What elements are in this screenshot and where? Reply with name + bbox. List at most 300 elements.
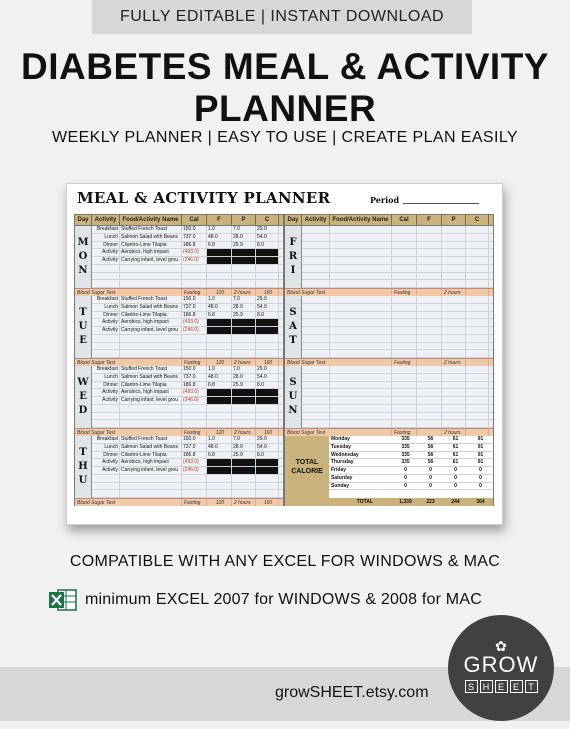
- entry-fat[interactable]: [417, 420, 442, 427]
- entry-protein[interactable]: [232, 257, 256, 264]
- entry-fat[interactable]: [417, 350, 442, 357]
- entry-protein[interactable]: [442, 242, 466, 249]
- entry-protein[interactable]: [232, 265, 256, 272]
- entry-carb[interactable]: [466, 382, 489, 389]
- entry-food[interactable]: [330, 273, 392, 280]
- entry-cal[interactable]: [392, 374, 417, 381]
- entry-fat[interactable]: [207, 319, 232, 326]
- entry-activity[interactable]: [92, 350, 120, 357]
- entry-cal[interactable]: [392, 389, 417, 396]
- entry-carb[interactable]: [256, 459, 279, 466]
- entry-protein[interactable]: 7.0: [232, 226, 256, 233]
- entry-activity[interactable]: Lunch: [92, 234, 120, 241]
- entry-fat[interactable]: [417, 265, 442, 272]
- entry-protein[interactable]: [442, 382, 466, 389]
- entry-activity[interactable]: [92, 273, 120, 280]
- entry-activity[interactable]: [302, 242, 330, 249]
- entry-carb[interactable]: [256, 483, 279, 490]
- entry-carb[interactable]: [466, 374, 489, 381]
- entry-fat[interactable]: [207, 490, 232, 497]
- entry-fat[interactable]: [207, 475, 232, 482]
- entry-carb[interactable]: [256, 257, 279, 264]
- entry-food[interactable]: [330, 226, 392, 233]
- entry-carb[interactable]: [256, 389, 279, 396]
- two-hours-value[interactable]: [466, 359, 489, 366]
- entry-activity[interactable]: [302, 249, 330, 256]
- entry-fat[interactable]: [417, 343, 442, 350]
- entry-activity[interactable]: [302, 374, 330, 381]
- entry-protein[interactable]: [442, 335, 466, 342]
- entry-fat[interactable]: 1.0: [207, 296, 232, 303]
- entry-activity[interactable]: [302, 304, 330, 311]
- entry-carb[interactable]: [466, 327, 489, 334]
- entry-carb[interactable]: [466, 405, 489, 412]
- entry-protein[interactable]: [442, 296, 466, 303]
- entry-fat[interactable]: [417, 374, 442, 381]
- entry-activity[interactable]: [302, 257, 330, 264]
- entry-activity[interactable]: [302, 413, 330, 420]
- entry-food[interactable]: [330, 374, 392, 381]
- entry-cal[interactable]: 737.0: [182, 444, 207, 451]
- entry-fat[interactable]: [417, 413, 442, 420]
- entry-food[interactable]: Cilantro-Lime Tilapia: [120, 382, 182, 389]
- entry-fat[interactable]: [417, 304, 442, 311]
- two-hours-value[interactable]: 160: [256, 359, 279, 366]
- entry-activity[interactable]: [302, 366, 330, 373]
- entry-food[interactable]: [330, 312, 392, 319]
- entry-food[interactable]: [330, 382, 392, 389]
- entry-fat[interactable]: [417, 296, 442, 303]
- entry-carb[interactable]: [256, 280, 279, 287]
- entry-carb[interactable]: 8.0: [256, 382, 279, 389]
- entry-cal[interactable]: [392, 257, 417, 264]
- entry-activity[interactable]: [302, 343, 330, 350]
- entry-fat[interactable]: 6.8: [207, 452, 232, 459]
- entry-food[interactable]: [330, 257, 392, 264]
- entry-food[interactable]: [120, 475, 182, 482]
- entry-protein[interactable]: [232, 273, 256, 280]
- entry-protein[interactable]: [232, 397, 256, 404]
- entry-activity[interactable]: Activity: [92, 249, 120, 256]
- entry-activity[interactable]: Dinner: [92, 452, 120, 459]
- entry-carb[interactable]: 54.0: [256, 444, 279, 451]
- entry-food[interactable]: Stuffed French Toast: [120, 296, 182, 303]
- entry-fat[interactable]: [417, 382, 442, 389]
- entry-fat[interactable]: [207, 483, 232, 490]
- entry-food[interactable]: [330, 296, 392, 303]
- entry-protein[interactable]: [232, 319, 256, 326]
- entry-food[interactable]: Salmon Salad with Beans: [120, 374, 182, 381]
- entry-activity[interactable]: Breakfast: [92, 436, 120, 443]
- entry-activity[interactable]: [92, 483, 120, 490]
- entry-protein[interactable]: [442, 249, 466, 256]
- entry-activity[interactable]: Dinner: [92, 312, 120, 319]
- entry-activity[interactable]: [302, 296, 330, 303]
- entry-cal[interactable]: [392, 405, 417, 412]
- two-hours-value[interactable]: 160: [256, 429, 279, 436]
- entry-cal[interactable]: [392, 226, 417, 233]
- two-hours-value[interactable]: [466, 429, 489, 436]
- entry-cal[interactable]: [392, 312, 417, 319]
- entry-protein[interactable]: [442, 405, 466, 412]
- entry-carb[interactable]: [256, 265, 279, 272]
- entry-food[interactable]: Cilantro-Lime Tilapia: [120, 312, 182, 319]
- entry-food[interactable]: Aerobics, high impact: [120, 319, 182, 326]
- entry-fat[interactable]: [207, 335, 232, 342]
- entry-protein[interactable]: [442, 265, 466, 272]
- entry-cal[interactable]: (246.0): [182, 257, 207, 264]
- entry-cal[interactable]: 150.0: [182, 436, 207, 443]
- entry-food[interactable]: [330, 234, 392, 241]
- entry-protein[interactable]: [442, 343, 466, 350]
- entry-fat[interactable]: [417, 319, 442, 326]
- entry-protein[interactable]: [442, 366, 466, 373]
- entry-carb[interactable]: [466, 242, 489, 249]
- entry-carb[interactable]: [466, 413, 489, 420]
- entry-carb[interactable]: 8.0: [256, 452, 279, 459]
- entry-activity[interactable]: [92, 343, 120, 350]
- entry-protein[interactable]: 28.0: [232, 234, 256, 241]
- entry-fat[interactable]: [207, 327, 232, 334]
- entry-food[interactable]: [120, 350, 182, 357]
- entry-carb[interactable]: [256, 327, 279, 334]
- entry-carb[interactable]: [466, 257, 489, 264]
- entry-carb[interactable]: [256, 413, 279, 420]
- entry-food[interactable]: [330, 397, 392, 404]
- entry-carb[interactable]: [256, 273, 279, 280]
- entry-protein[interactable]: [232, 405, 256, 412]
- entry-fat[interactable]: 1.0: [207, 436, 232, 443]
- entry-food[interactable]: [120, 343, 182, 350]
- entry-activity[interactable]: [92, 335, 120, 342]
- entry-food[interactable]: Stuffed French Toast: [120, 226, 182, 233]
- entry-cal[interactable]: (246.0): [182, 397, 207, 404]
- entry-activity[interactable]: Lunch: [92, 304, 120, 311]
- entry-cal[interactable]: [392, 335, 417, 342]
- entry-carb[interactable]: 54.0: [256, 374, 279, 381]
- entry-cal[interactable]: [392, 273, 417, 280]
- entry-protein[interactable]: 25.9: [232, 242, 256, 249]
- entry-cal[interactable]: 186.8: [182, 452, 207, 459]
- entry-protein[interactable]: [232, 420, 256, 427]
- entry-carb[interactable]: [256, 343, 279, 350]
- entry-cal[interactable]: [392, 249, 417, 256]
- entry-food[interactable]: Carrying infant, level grou: [120, 327, 182, 334]
- entry-carb[interactable]: [466, 335, 489, 342]
- entry-activity[interactable]: Breakfast: [92, 366, 120, 373]
- entry-fat[interactable]: [207, 273, 232, 280]
- entry-activity[interactable]: [302, 273, 330, 280]
- entry-carb[interactable]: [466, 319, 489, 326]
- entry-carb[interactable]: [256, 350, 279, 357]
- entry-cal[interactable]: (493.0): [182, 459, 207, 466]
- entry-fat[interactable]: 1.0: [207, 366, 232, 373]
- entry-cal[interactable]: 737.0: [182, 234, 207, 241]
- entry-fat[interactable]: 48.0: [207, 234, 232, 241]
- entry-protein[interactable]: [232, 459, 256, 466]
- entry-activity[interactable]: Activity: [92, 389, 120, 396]
- entry-fat[interactable]: [207, 257, 232, 264]
- fasting-value[interactable]: 120: [207, 429, 232, 436]
- entry-carb[interactable]: [466, 265, 489, 272]
- entry-carb[interactable]: [466, 249, 489, 256]
- entry-protein[interactable]: [442, 350, 466, 357]
- entry-food[interactable]: Carrying infant, level grou: [120, 257, 182, 264]
- entry-cal[interactable]: 186.8: [182, 242, 207, 249]
- entry-cal[interactable]: [392, 234, 417, 241]
- entry-protein[interactable]: [232, 475, 256, 482]
- entry-protein[interactable]: [232, 249, 256, 256]
- entry-carb[interactable]: [466, 234, 489, 241]
- entry-protein[interactable]: 28.0: [232, 304, 256, 311]
- entry-fat[interactable]: [417, 389, 442, 396]
- entry-food[interactable]: Stuffed French Toast: [120, 436, 182, 443]
- entry-protein[interactable]: [232, 350, 256, 357]
- entry-protein[interactable]: 25.9: [232, 382, 256, 389]
- entry-activity[interactable]: Dinner: [92, 242, 120, 249]
- entry-activity[interactable]: Breakfast: [92, 296, 120, 303]
- entry-food[interactable]: [330, 405, 392, 412]
- entry-food[interactable]: [120, 405, 182, 412]
- entry-cal[interactable]: [182, 350, 207, 357]
- entry-protein[interactable]: [232, 343, 256, 350]
- entry-fat[interactable]: [417, 327, 442, 334]
- two-hours-value[interactable]: 160: [256, 289, 279, 296]
- entry-activity[interactable]: Lunch: [92, 444, 120, 451]
- entry-activity[interactable]: [92, 420, 120, 427]
- entry-activity[interactable]: Dinner: [92, 382, 120, 389]
- entry-cal[interactable]: [392, 350, 417, 357]
- entry-cal[interactable]: [392, 366, 417, 373]
- entry-cal[interactable]: 150.0: [182, 366, 207, 373]
- entry-fat[interactable]: [207, 343, 232, 350]
- entry-food[interactable]: [330, 413, 392, 420]
- entry-activity[interactable]: [302, 420, 330, 427]
- entry-activity[interactable]: [302, 265, 330, 272]
- entry-carb[interactable]: [466, 397, 489, 404]
- entry-carb[interactable]: [256, 397, 279, 404]
- entry-cal[interactable]: [182, 475, 207, 482]
- entry-food[interactable]: [120, 490, 182, 497]
- entry-activity[interactable]: [92, 475, 120, 482]
- entry-activity[interactable]: [92, 265, 120, 272]
- entry-protein[interactable]: [442, 389, 466, 396]
- fasting-value[interactable]: [417, 429, 442, 436]
- entry-fat[interactable]: [417, 257, 442, 264]
- entry-food[interactable]: [120, 420, 182, 427]
- entry-fat[interactable]: [207, 280, 232, 287]
- entry-carb[interactable]: 54.0: [256, 234, 279, 241]
- entry-food[interactable]: [120, 265, 182, 272]
- entry-fat[interactable]: [207, 397, 232, 404]
- entry-fat[interactable]: [207, 350, 232, 357]
- entry-fat[interactable]: [417, 273, 442, 280]
- entry-cal[interactable]: [182, 483, 207, 490]
- entry-fat[interactable]: [417, 242, 442, 249]
- entry-food[interactable]: [330, 327, 392, 334]
- entry-protein[interactable]: 7.0: [232, 436, 256, 443]
- entry-carb[interactable]: [466, 350, 489, 357]
- fasting-value[interactable]: 120: [207, 359, 232, 366]
- entry-protein[interactable]: [232, 467, 256, 474]
- entry-cal[interactable]: [392, 280, 417, 287]
- entry-carb[interactable]: [256, 249, 279, 256]
- entry-fat[interactable]: [417, 405, 442, 412]
- entry-carb[interactable]: [466, 389, 489, 396]
- entry-cal[interactable]: [392, 327, 417, 334]
- entry-activity[interactable]: [302, 319, 330, 326]
- entry-food[interactable]: Carrying infant, level grou: [120, 397, 182, 404]
- entry-food[interactable]: Cilantro-Lime Tilapia: [120, 242, 182, 249]
- entry-cal[interactable]: [392, 397, 417, 404]
- entry-food[interactable]: Carrying infant, level grou: [120, 467, 182, 474]
- entry-food[interactable]: [120, 273, 182, 280]
- entry-activity[interactable]: [92, 413, 120, 420]
- entry-fat[interactable]: [417, 335, 442, 342]
- entry-food[interactable]: [330, 280, 392, 287]
- entry-fat[interactable]: [207, 249, 232, 256]
- entry-protein[interactable]: [442, 226, 466, 233]
- entry-cal[interactable]: [182, 335, 207, 342]
- entry-cal[interactable]: [182, 273, 207, 280]
- entry-cal[interactable]: [392, 265, 417, 272]
- entry-protein[interactable]: [442, 304, 466, 311]
- entry-protein[interactable]: [232, 490, 256, 497]
- entry-cal[interactable]: [182, 490, 207, 497]
- entry-activity[interactable]: [302, 389, 330, 396]
- entry-protein[interactable]: [232, 335, 256, 342]
- entry-carb[interactable]: [256, 319, 279, 326]
- entry-protein[interactable]: [232, 327, 256, 334]
- entry-protein[interactable]: [442, 413, 466, 420]
- entry-protein[interactable]: [442, 319, 466, 326]
- entry-protein[interactable]: [442, 397, 466, 404]
- entry-carb[interactable]: [466, 226, 489, 233]
- entry-protein[interactable]: 7.0: [232, 366, 256, 373]
- entry-protein[interactable]: [232, 413, 256, 420]
- entry-protein[interactable]: [442, 234, 466, 241]
- entry-cal[interactable]: 737.0: [182, 304, 207, 311]
- entry-carb[interactable]: [466, 420, 489, 427]
- entry-cal[interactable]: [392, 242, 417, 249]
- entry-cal[interactable]: [392, 304, 417, 311]
- entry-fat[interactable]: [417, 234, 442, 241]
- entry-cal[interactable]: (246.0): [182, 467, 207, 474]
- entry-carb[interactable]: 29.0: [256, 296, 279, 303]
- entry-activity[interactable]: [302, 397, 330, 404]
- entry-food[interactable]: [330, 366, 392, 373]
- entry-food[interactable]: [330, 249, 392, 256]
- entry-protein[interactable]: [442, 327, 466, 334]
- entry-cal[interactable]: (493.0): [182, 389, 207, 396]
- entry-protein[interactable]: 28.0: [232, 374, 256, 381]
- entry-cal[interactable]: [182, 280, 207, 287]
- etsy-link[interactable]: growSHEET.etsy.com: [275, 684, 429, 701]
- entry-carb[interactable]: [466, 280, 489, 287]
- entry-activity[interactable]: Activity: [92, 467, 120, 474]
- entry-cal[interactable]: (246.0): [182, 327, 207, 334]
- entry-fat[interactable]: [417, 366, 442, 373]
- entry-food[interactable]: Cilantro-Lime Tilapia: [120, 452, 182, 459]
- entry-food[interactable]: [330, 242, 392, 249]
- entry-fat[interactable]: [207, 467, 232, 474]
- entry-activity[interactable]: [302, 226, 330, 233]
- entry-cal[interactable]: 150.0: [182, 226, 207, 233]
- entry-activity[interactable]: Activity: [92, 319, 120, 326]
- entry-fat[interactable]: [207, 459, 232, 466]
- entry-carb[interactable]: 8.0: [256, 312, 279, 319]
- entry-protein[interactable]: [442, 374, 466, 381]
- entry-activity[interactable]: Activity: [92, 397, 120, 404]
- entry-carb[interactable]: 29.0: [256, 226, 279, 233]
- entry-food[interactable]: [120, 335, 182, 342]
- entry-protein[interactable]: 28.0: [232, 444, 256, 451]
- entry-cal[interactable]: [392, 343, 417, 350]
- entry-fat[interactable]: 6.8: [207, 312, 232, 319]
- entry-protein[interactable]: [442, 420, 466, 427]
- entry-food[interactable]: [330, 420, 392, 427]
- entry-protein[interactable]: [442, 257, 466, 264]
- entry-carb[interactable]: [256, 490, 279, 497]
- entry-cal[interactable]: [392, 382, 417, 389]
- entry-fat[interactable]: [417, 249, 442, 256]
- entry-cal[interactable]: [182, 343, 207, 350]
- entry-activity[interactable]: [92, 280, 120, 287]
- entry-food[interactable]: Salmon Salad with Beans: [120, 304, 182, 311]
- entry-carb[interactable]: [466, 304, 489, 311]
- entry-activity[interactable]: [302, 335, 330, 342]
- entry-activity[interactable]: Activity: [92, 459, 120, 466]
- entry-carb[interactable]: 29.0: [256, 436, 279, 443]
- entry-fat[interactable]: [207, 405, 232, 412]
- entry-activity[interactable]: [302, 350, 330, 357]
- entry-carb[interactable]: [466, 343, 489, 350]
- entry-food[interactable]: Aerobics, high impact: [120, 249, 182, 256]
- entry-fat[interactable]: 48.0: [207, 444, 232, 451]
- entry-activity[interactable]: [92, 490, 120, 497]
- entry-food[interactable]: [120, 413, 182, 420]
- entry-protein[interactable]: [442, 280, 466, 287]
- entry-fat[interactable]: 6.8: [207, 382, 232, 389]
- entry-fat[interactable]: [417, 226, 442, 233]
- entry-carb[interactable]: 54.0: [256, 304, 279, 311]
- entry-fat[interactable]: [207, 389, 232, 396]
- entry-carb[interactable]: 29.0: [256, 366, 279, 373]
- entry-cal[interactable]: (493.0): [182, 249, 207, 256]
- entry-food[interactable]: [330, 304, 392, 311]
- entry-food[interactable]: [330, 335, 392, 342]
- entry-food[interactable]: [120, 280, 182, 287]
- two-hours-value[interactable]: [466, 289, 489, 296]
- entry-fat[interactable]: [207, 265, 232, 272]
- entry-cal[interactable]: 186.8: [182, 382, 207, 389]
- entry-activity[interactable]: [302, 234, 330, 241]
- entry-activity[interactable]: [302, 280, 330, 287]
- entry-food[interactable]: [330, 389, 392, 396]
- entry-food[interactable]: Salmon Salad with Beans: [120, 444, 182, 451]
- entry-carb[interactable]: [256, 335, 279, 342]
- entry-fat[interactable]: [207, 413, 232, 420]
- entry-activity[interactable]: [302, 382, 330, 389]
- entry-food[interactable]: Salmon Salad with Beans: [120, 234, 182, 241]
- entry-cal[interactable]: 737.0: [182, 374, 207, 381]
- entry-carb[interactable]: [256, 405, 279, 412]
- entry-fat[interactable]: 6.8: [207, 242, 232, 249]
- entry-cal[interactable]: [392, 319, 417, 326]
- entry-fat[interactable]: [417, 312, 442, 319]
- entry-protein[interactable]: [442, 273, 466, 280]
- entry-carb[interactable]: [256, 475, 279, 482]
